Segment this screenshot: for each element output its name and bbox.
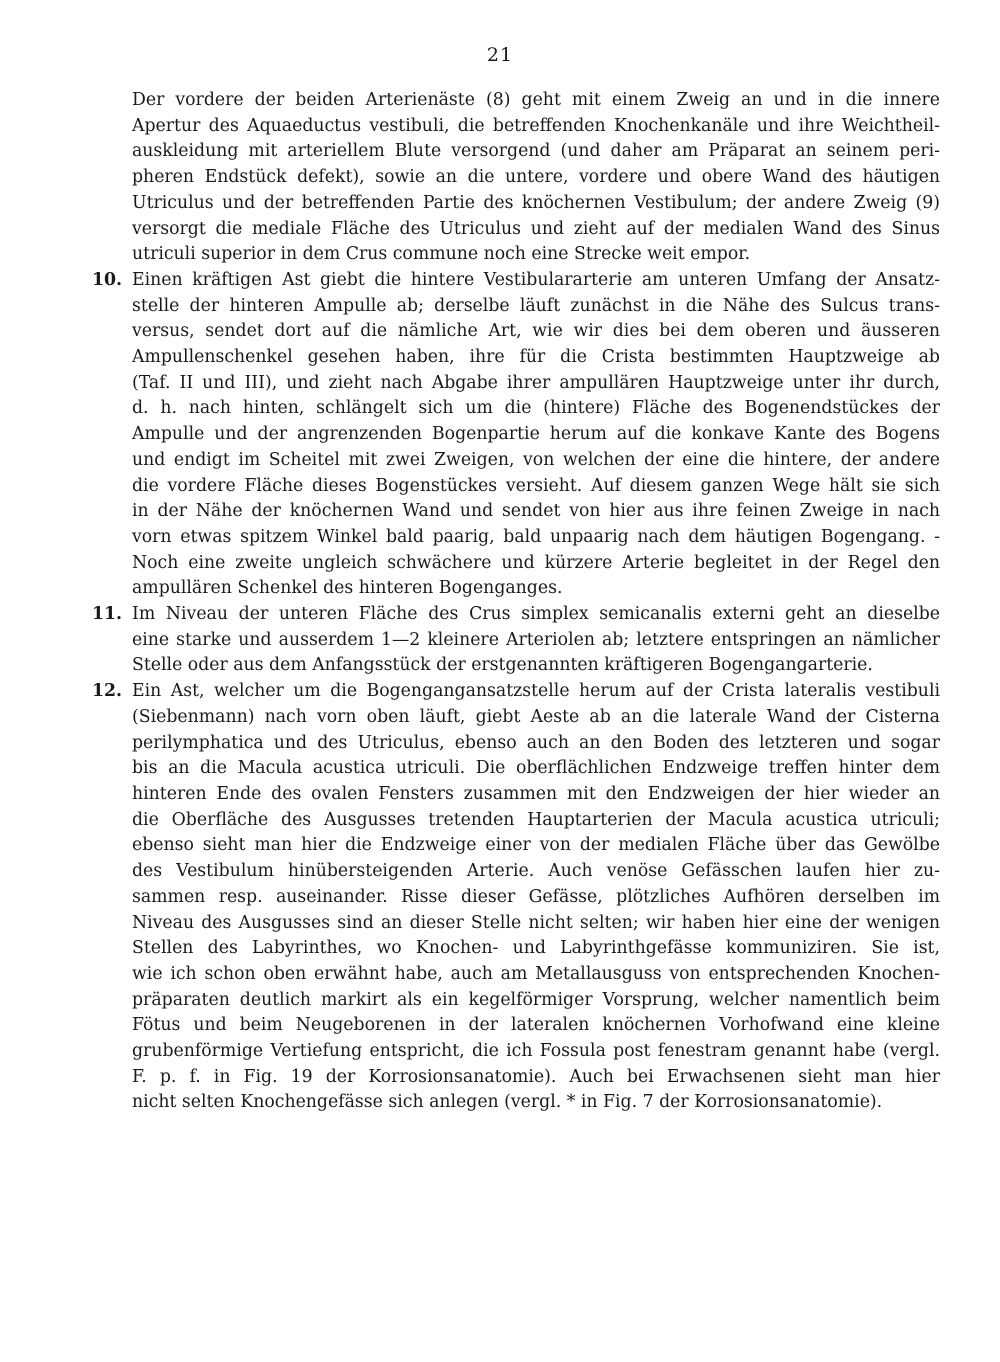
text-line: auskleidung mit arteriellem Blute versorgend (und daher am Präparat an seinem peri- [132, 141, 940, 162]
text-line: (Taf. II und III), und zieht nach Abgabe ihrer ampullären Hauptzweige unter ihr durch, [132, 372, 940, 393]
paragraph [92, 88, 940, 268]
text-line: Einen kräftigen Ast giebt die hintere Vestibulararterie am unteren Umfang der Ansatz- [132, 269, 940, 290]
text-line: Stelle oder aus dem Anfangsstück der erstgenannten kräftigeren Bogengangarterie. [132, 655, 873, 676]
text-line: utriculi superior in dem Crus commune noch eine Strecke weit empor. [132, 244, 751, 265]
text-line: wie ich schon oben erwähnt habe, auch am Metallausguss von entsprechenden Knochen- [132, 963, 940, 984]
text-line: hinteren Ende des ovalen Fensters zusammen mit den Endzweigen der hier wieder an [132, 783, 940, 804]
text-line: Fötus und beim Neugeborenen in der lateralen knöchernen Vorhofwand eine kleine [132, 1015, 940, 1036]
text-line: Stellen des Labyrinthes, wo Knochen- und Labyrinthgefässe kommuniziren. Sie ist, [132, 938, 940, 959]
text-line: Ein Ast, welcher um die Bogengangansatzstelle herum auf der Crista lateralis vestibuli [132, 681, 940, 702]
text-line: und endigt im Scheitel mit zwei Zweigen, von welchen der eine die hintere, der andere [132, 449, 940, 470]
text-line: Ampulle und der angrenzenden Bogenpartie herum auf die konkave Kante des Bogens [132, 424, 940, 445]
paragraph-number: 12. [92, 681, 123, 702]
text-line: ampullären Schenkel des hinteren Bogenganges. [132, 578, 563, 599]
text-line: grubenförmige Vertiefung entspricht, die ich Fossula post fenestram genannt habe (vergl. [132, 1041, 940, 1062]
text-line: perilymphatica und des Utriculus, ebenso auch an den Boden des letzteren und sogar [132, 732, 940, 753]
text-line: stelle der hinteren Ampulle ab; derselbe läuft zunächst in die Nähe des Sulcus trans- [132, 295, 940, 316]
text-line: (Siebenmann) nach vorn oben läuft, giebt Aeste ab an die laterale Wand der Cisterna [132, 706, 940, 727]
text-line: eine starke und ausserdem 1—2 kleinere Arteriolen ab; letztere entspringen an nämlicher [132, 629, 940, 650]
text-line: Utriculus und der betreffenden Partie des knöchernen Vestibulum; der andere Zweig (9) [132, 192, 940, 213]
text-line: F. p. f. in Fig. 19 der Korrosionsanatomie). Auch bei Erwachsenen sieht man hier [132, 1066, 940, 1087]
text-line: Ampullenschenkel gesehen haben, ihre für die Crista bestimmten Hauptzweige ab [132, 347, 940, 368]
paragraph-number: 10. [92, 269, 123, 290]
paragraph [92, 602, 940, 679]
text-line: in der Nähe der knöchernen Wand und sendet von hier aus ihre feinen Zweige in nach [132, 501, 940, 522]
text-line: d. h. nach hinten, schlängelt sich um die (hintere) Fläche des Bogenendstückes der [132, 398, 940, 419]
text-line: vorn etwas spitzem Winkel bald paarig, bald unpaarig nach dem häutigen Bogengang. - [132, 526, 940, 547]
body-text [92, 88, 940, 1116]
text-line: des Vestibulum hinübersteigenden Arterie. Auch venöse Gefässchen laufen hier zu- [132, 861, 940, 882]
paragraph [92, 268, 940, 602]
text-line: präparaten deutlich markirt als ein kegelförmiger Vorsprung, welcher namentlich beim [132, 989, 940, 1010]
text-line: sammen resp. auseinander. Risse dieser Gefässe, plötzliches Aufhören derselben im [132, 886, 940, 907]
text-line: Im Niveau der unteren Fläche des Crus simplex semicanalis externi geht an dieselbe [132, 604, 940, 625]
text-line: Apertur des Aquaeductus vestibuli, die betreffenden Knochenkanäle und ihre Weichtheil- [132, 115, 940, 136]
text-line: pheren Endstück defekt), sowie an die untere, vordere und obere Wand des häutigen [132, 167, 940, 188]
text-line: bis an die Macula acustica utriculi. Die oberflächlichen Endzweige treffen hinter dem [132, 758, 940, 779]
text-line: versorgt die mediale Fläche des Utriculus und zieht auf der medialen Wand des Sinus [132, 218, 940, 239]
text-line: die Oberfläche des Ausgusses tretenden Hauptarterien der Macula acustica utriculi; [132, 809, 940, 830]
paragraph-number: 11. [92, 604, 123, 625]
text-line: Niveau des Ausgusses sind an dieser Stelle nicht selten; wir haben hier eine der wenigen [132, 912, 940, 933]
text-line: versus, sendet dort auf die nämliche Art, wie wir dies bei dem oberen und äusseren [132, 321, 940, 342]
text-line: Der vordere der beiden Arterienäste (8) geht mit einem Zweig an und in die innere [132, 90, 940, 110]
text-line: nicht selten Knochengefässe sich anlegen (vergl. * in Fig. 7 der Korrosionsanatomie). [132, 1092, 883, 1113]
text-line: die vordere Fläche dieses Bogenstückes versieht. Auf diesem ganzen Wege hält sie sich [132, 475, 940, 496]
text-line: Noch eine zweite ungleich schwächere und kürzere Arterie begleitet in der Regel den [132, 552, 940, 573]
paragraph [92, 679, 940, 1116]
text-line: ebenso sieht man hier die Endzweige einer von der medialen Fläche über das Gewölbe [132, 835, 940, 856]
page-number: 21 [486, 44, 514, 66]
